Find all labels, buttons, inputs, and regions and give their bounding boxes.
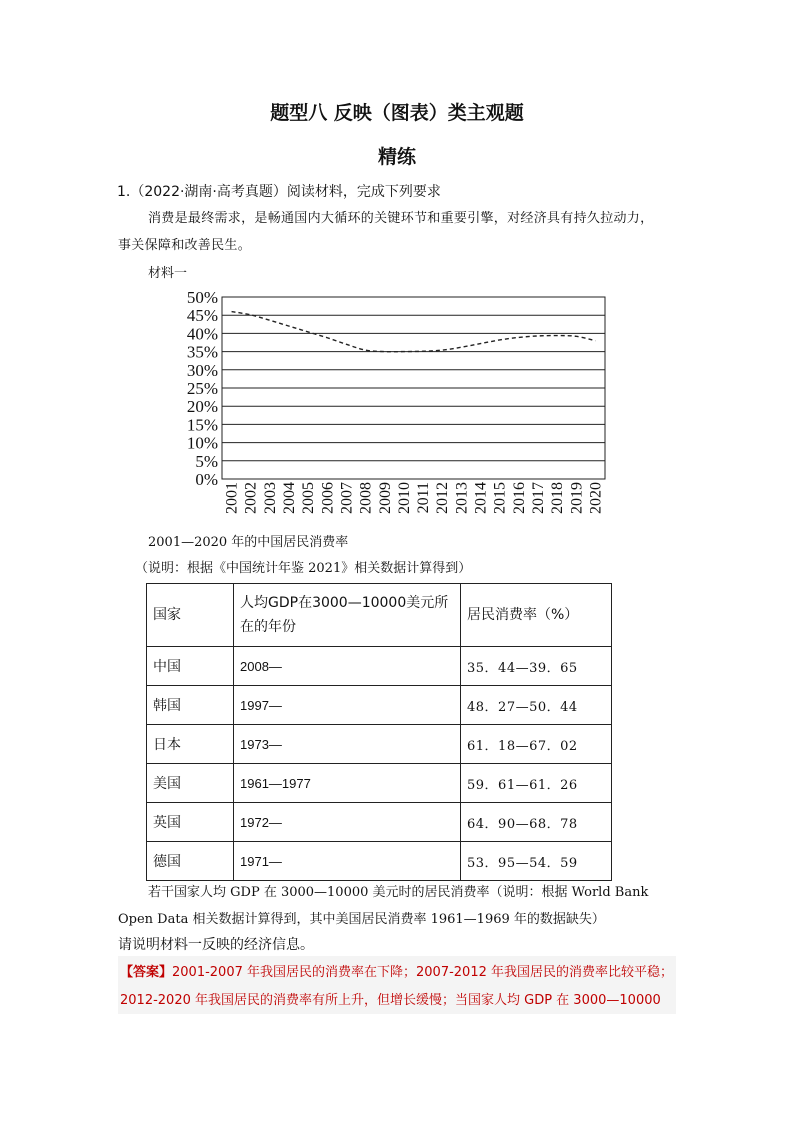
page-title: 题型八 反映（图表）类主观题: [270, 102, 524, 124]
intro-line-2: 事关保障和改善民生。: [118, 238, 252, 253]
cell-years: 1973—: [234, 725, 461, 764]
question-header: 1.（2022·湖南·高考真题）阅读材料，完成下列要求: [117, 184, 441, 200]
cell-years: 1961—1977: [234, 764, 461, 803]
x-tick-label: 2017: [529, 482, 547, 514]
table-row: [147, 686, 612, 725]
x-tick-label: 2008: [357, 482, 375, 514]
x-tick-label: 2014: [472, 482, 490, 514]
cell-country: 德国: [147, 842, 234, 881]
chart-grid: [222, 297, 605, 479]
cell-rate: 53．95—54．59: [461, 842, 612, 881]
x-tick-label: 2019: [568, 482, 586, 514]
table-row: [147, 647, 612, 686]
y-tick-label: 20%: [186, 397, 218, 417]
x-tick-label: 2001: [223, 482, 241, 514]
answer-box: [118, 956, 676, 1014]
cell-years: 1972—: [234, 803, 461, 842]
x-tick-label: 2011: [415, 482, 433, 514]
table-row: [147, 842, 612, 881]
answer-line-2: 2012-2020 年我国居民的消费率有所上升，但增长缓慢；当国家人均 GDP 在 3000—10000: [120, 993, 661, 1008]
cell-country: 美国: [147, 764, 234, 803]
y-axis-ticks: [187, 288, 218, 489]
y-tick-label: 50%: [186, 288, 218, 307]
table-row: [147, 803, 612, 842]
intro-line-1: 消费是最终需求，是畅通国内大循环的关键环节和重要引擎，对经济具有持久拉动力，: [148, 211, 654, 226]
cell-country: 中国: [147, 647, 234, 686]
cell-years: 1997—: [234, 686, 461, 725]
x-axis-ticks: [224, 482, 605, 514]
table-note-line-1: 若干国家人均 GDP 在 3000—10000 美元时的居民消费率（说明：根据 World Bank: [148, 885, 649, 900]
y-tick-label: 10%: [186, 433, 218, 453]
cell-years: 1971—: [234, 842, 461, 881]
answer-line-1: [120, 961, 673, 980]
x-tick-label: 2016: [510, 482, 528, 514]
x-tick-label: 2020: [587, 482, 605, 514]
x-tick-label: 2004: [281, 482, 299, 514]
chart-caption: 2001—2020 年的中国居民消费率: [148, 535, 349, 550]
question-prompt: 请说明材料一反映的经济信息。: [118, 937, 314, 953]
x-tick-label: 2005: [300, 482, 318, 514]
consumption-rate-line: [232, 312, 596, 352]
answer-text-1: 2001-2007 年我国居民的消费率在下降；2007-2012 年我国居民的消费率比较平稳；: [172, 965, 673, 980]
cell-years: 2008—: [234, 647, 461, 686]
gdp-consumption-table: [146, 583, 612, 881]
x-tick-label: 2009: [376, 482, 394, 514]
y-tick-label: 0%: [195, 470, 218, 489]
x-tick-label: 2015: [491, 482, 509, 514]
x-tick-label: 2007: [338, 482, 356, 514]
x-tick-label: 2002: [242, 482, 260, 514]
y-tick-label: 5%: [195, 451, 218, 471]
y-tick-label: 40%: [186, 324, 218, 344]
table-row: [147, 725, 612, 764]
y-tick-label: 35%: [186, 342, 218, 362]
x-tick-label: 2012: [434, 482, 452, 514]
material-1-label: 材料一: [148, 266, 188, 281]
table-note-line-2: Open Data 相关数据计算得到，其中美国居民消费率 1961—1969 年的数据缺失）: [118, 912, 605, 927]
cell-rate: 48．27—50．44: [461, 686, 612, 725]
answer-label: 【答案】: [120, 965, 173, 980]
consumption-rate-chart: [170, 288, 620, 524]
header-country: 国家: [147, 584, 234, 647]
cell-country: 日本: [147, 725, 234, 764]
table-row: [147, 764, 612, 803]
y-tick-label: 25%: [186, 379, 218, 398]
page-subtitle: 精练: [377, 146, 416, 168]
chart-source-note: （说明：根据《中国统计年鉴 2021》相关数据计算得到）: [135, 561, 472, 576]
x-tick-label: 2010: [395, 482, 413, 514]
cell-rate: 64．90—68．78: [461, 803, 612, 842]
x-tick-label: 2018: [549, 482, 567, 514]
cell-rate: 35．44—39．65: [461, 647, 612, 686]
cell-country: 韩国: [147, 686, 234, 725]
table-header-row: [147, 584, 612, 647]
y-tick-label: 45%: [186, 306, 218, 326]
y-tick-label: 30%: [186, 360, 218, 380]
y-tick-label: 15%: [186, 415, 218, 435]
x-tick-label: 2013: [453, 482, 471, 514]
cell-country: 英国: [147, 803, 234, 842]
x-tick-label: 2006: [319, 482, 337, 514]
cell-rate: 61．18—67．02: [461, 725, 612, 764]
cell-rate: 59．61—61．26: [461, 764, 612, 803]
x-tick-label: 2003: [261, 482, 279, 514]
header-years: 人均GDP在3000—10000美元所在的年份: [234, 584, 461, 647]
header-rate: 居民消费率（%）: [461, 584, 612, 647]
